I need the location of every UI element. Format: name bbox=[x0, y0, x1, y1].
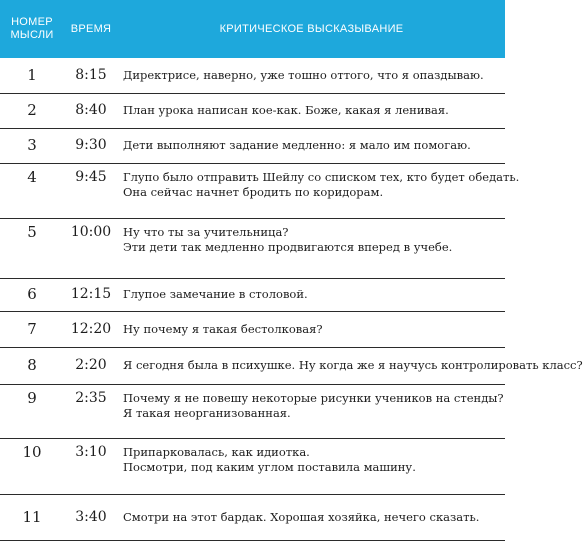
critical-statement bbox=[123, 103, 501, 118]
table-row bbox=[0, 347, 583, 385]
thought-time: 8:40 bbox=[75, 102, 107, 118]
thought-time: 3:10 bbox=[75, 444, 107, 460]
table-header bbox=[0, 0, 505, 58]
thought-time: 9:30 bbox=[75, 137, 107, 153]
thought-number: 8 bbox=[27, 356, 37, 374]
header-time-label: ВРЕМЯ bbox=[70, 22, 112, 35]
thought-number: 6 bbox=[27, 285, 37, 303]
critical-statement bbox=[123, 391, 504, 421]
header-critical-statement bbox=[118, 0, 505, 58]
thought-number: 3 bbox=[27, 136, 37, 154]
statement-line: Смотри на этот бардак. Хорошая хозяйка, нечего сказать. bbox=[123, 510, 480, 524]
table-row bbox=[0, 93, 505, 129]
thought-number: 9 bbox=[27, 389, 37, 407]
header-time bbox=[64, 0, 118, 58]
thought-time: 12:20 bbox=[70, 321, 112, 337]
critical-statement bbox=[123, 68, 501, 83]
critical-statement bbox=[123, 322, 501, 337]
table-row bbox=[0, 218, 505, 279]
table-row bbox=[0, 128, 505, 164]
header-critical-statement-label: КРИТИЧЕСКОЕ ВЫСКАЗЫВАНИЕ bbox=[219, 22, 404, 35]
statement-line: Я такая неорганизованная. bbox=[123, 406, 291, 420]
thought-number: 1 bbox=[27, 66, 37, 84]
thought-time: 3:40 bbox=[75, 509, 107, 525]
critical-statement bbox=[123, 358, 583, 373]
statement-line: Ну что ты за учительница? bbox=[123, 225, 289, 239]
table-row bbox=[0, 311, 505, 348]
thought-number: 11 bbox=[22, 508, 42, 526]
thought-time: 2:35 bbox=[75, 390, 107, 406]
thought-number: 2 bbox=[27, 101, 37, 119]
thought-time: 2:20 bbox=[75, 357, 107, 373]
critical-statement bbox=[123, 138, 501, 153]
critical-statement bbox=[123, 445, 501, 475]
table-row bbox=[0, 58, 505, 94]
table-row bbox=[0, 494, 505, 541]
statement-line: Директрисе, наверно, уже тошно оттого, что я опаздываю. bbox=[123, 68, 484, 82]
statement-line: Посмотри, под каким углом поставила машину. bbox=[123, 460, 416, 474]
statement-line: Ну почему я такая бестолковая? bbox=[123, 322, 323, 336]
critical-statement bbox=[123, 225, 501, 255]
thought-time: 10:00 bbox=[70, 224, 112, 240]
table-row bbox=[0, 163, 520, 219]
table-row bbox=[0, 384, 505, 439]
statement-line: Припарковалась, как идиотка. bbox=[123, 445, 310, 459]
statement-line: План урока написан кое-как. Боже, какая я ленивая. bbox=[123, 103, 449, 117]
thought-number: 5 bbox=[27, 223, 37, 241]
thought-number: 4 bbox=[27, 168, 37, 186]
table-row bbox=[0, 438, 505, 495]
statement-line: Я сегодня была в психушке. Ну когда же я научусь контролировать класс? bbox=[123, 358, 583, 372]
table-row bbox=[0, 278, 505, 312]
thought-time: 12:15 bbox=[70, 286, 112, 302]
statement-line: Дети выполняют задание медленно: я мало им помогаю. bbox=[123, 138, 471, 152]
statement-line: Глупо было отправить Шейлу со списком тех, кто будет обедать. bbox=[123, 170, 520, 184]
statement-line: Она сейчас начнет бродить по коридорам. bbox=[123, 185, 384, 199]
critical-statement bbox=[123, 287, 501, 302]
statement-line: Глупое замечание в столовой. bbox=[123, 287, 308, 301]
thought-time: 8:15 bbox=[75, 67, 107, 83]
statement-line: Почему я не повешу некоторые рисунки учеников на стенды? bbox=[123, 391, 504, 405]
critical-statement bbox=[123, 510, 501, 525]
critical-statement bbox=[123, 170, 520, 200]
thought-time: 9:45 bbox=[75, 169, 107, 185]
thought-number: 7 bbox=[27, 320, 37, 338]
header-thought-number bbox=[0, 0, 64, 58]
header-thought-number-label: НОМЕР МЫСЛИ bbox=[10, 16, 54, 41]
statement-line: Эти дети так медленно продвигаются вперед в учебе. bbox=[123, 240, 453, 254]
thought-number: 10 bbox=[22, 443, 42, 461]
